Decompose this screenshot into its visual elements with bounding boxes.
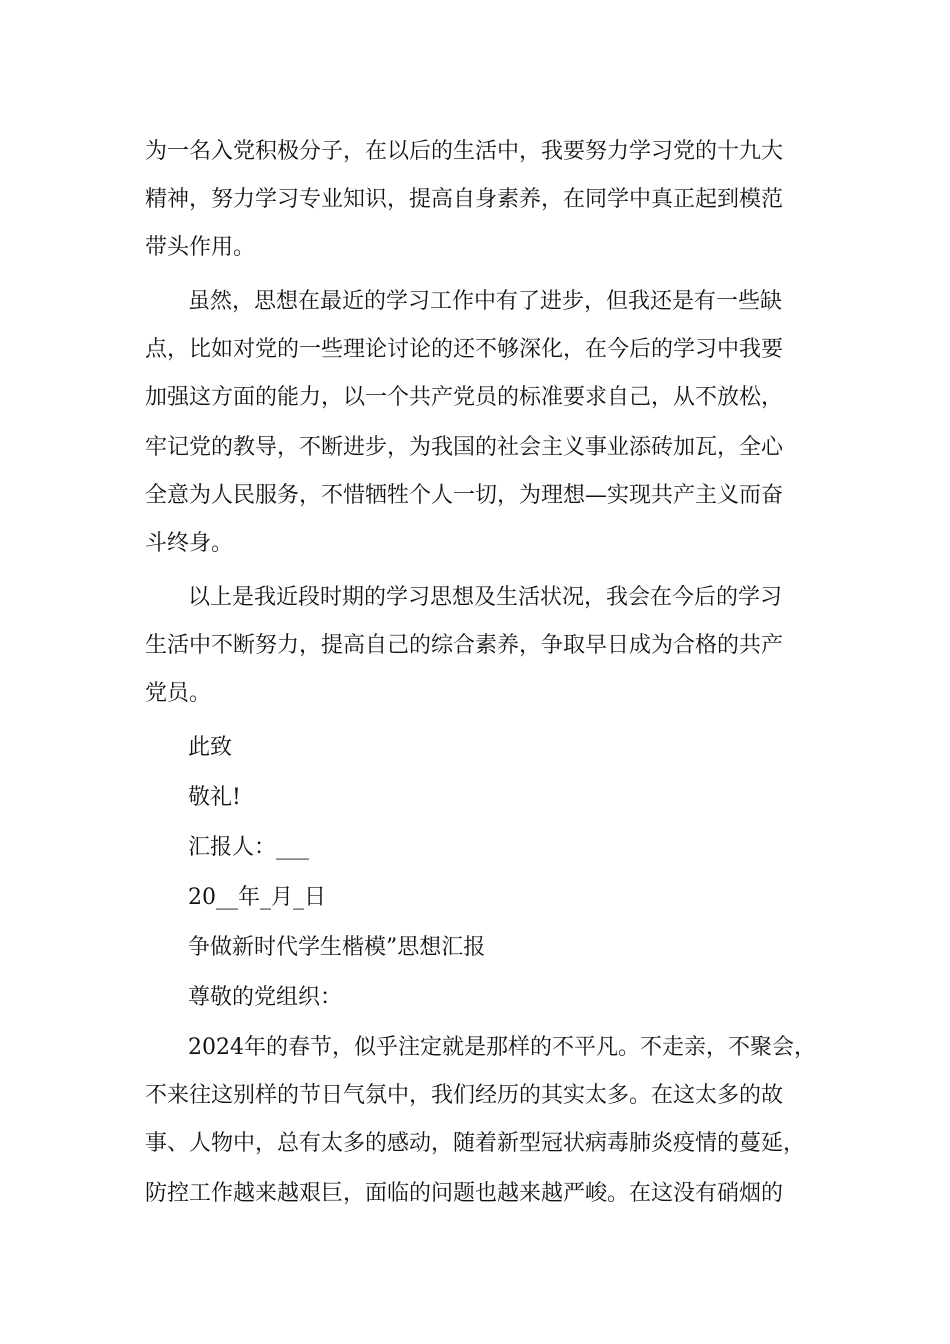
- text-line: 防控工作越来越艰巨，面临的问题也越来越严峻。在这没有硝烟的: [145, 1181, 784, 1206]
- text-line: 生活中不断努力，提高自己的综合素养，争取早日成为合格的共产: [145, 633, 784, 658]
- salutation: 尊敬的党组织：: [188, 985, 343, 1010]
- closing-salutation: 此致: [188, 735, 233, 760]
- text-line: 为一名入党积极分子，在以后的生活中，我要努力学习党的十九大: [145, 139, 784, 164]
- report-date: 20__年_月_日: [188, 885, 326, 910]
- closing-regards: 敬礼!: [188, 785, 241, 810]
- text-line: 加强这方面的能力，以一个共产党员的标准要求自己，从不放松，: [145, 385, 784, 410]
- text-line: 点，比如对党的一些理论讨论的还不够深化，在今后的学习中我要: [145, 337, 784, 362]
- text-line: 党员。: [145, 681, 212, 706]
- text-line: 斗终身。: [145, 531, 234, 556]
- reporter-signature: 汇报人：___: [188, 835, 310, 860]
- report-title: 争做新时代学生楷模”思想汇报: [188, 935, 486, 960]
- paragraph-start-line: 虽然，思想在最近的学习工作中有了进步，但我还是有一些缺: [188, 289, 783, 314]
- text-line: 精神，努力学习专业知识，提高自身素养，在同学中真正起到模范: [145, 187, 784, 212]
- paragraph-start-line: 以上是我近段时期的学习思想及生活状况，我会在今后的学习: [188, 585, 783, 610]
- text-line: 全意为人民服务，不惜牺牲个人一切，为理想—实现共产主义而奋: [145, 483, 784, 508]
- text-line: 牢记党的教导，不断进步，为我国的社会主义事业添砖加瓦，全心: [145, 435, 784, 460]
- text-line: 不来往这别样的节日气氛中，我们经历的其实太多。在这太多的故: [145, 1083, 784, 1108]
- paragraph-start-line: 2024年的春节，似乎注定就是那样的不平凡。不走亲，不聚会，: [188, 1035, 816, 1060]
- text-line: 带头作用。: [145, 235, 256, 260]
- text-line: 事、人物中，总有太多的感动，随着新型冠状病毒肺炎疫情的蔓延，: [145, 1131, 806, 1156]
